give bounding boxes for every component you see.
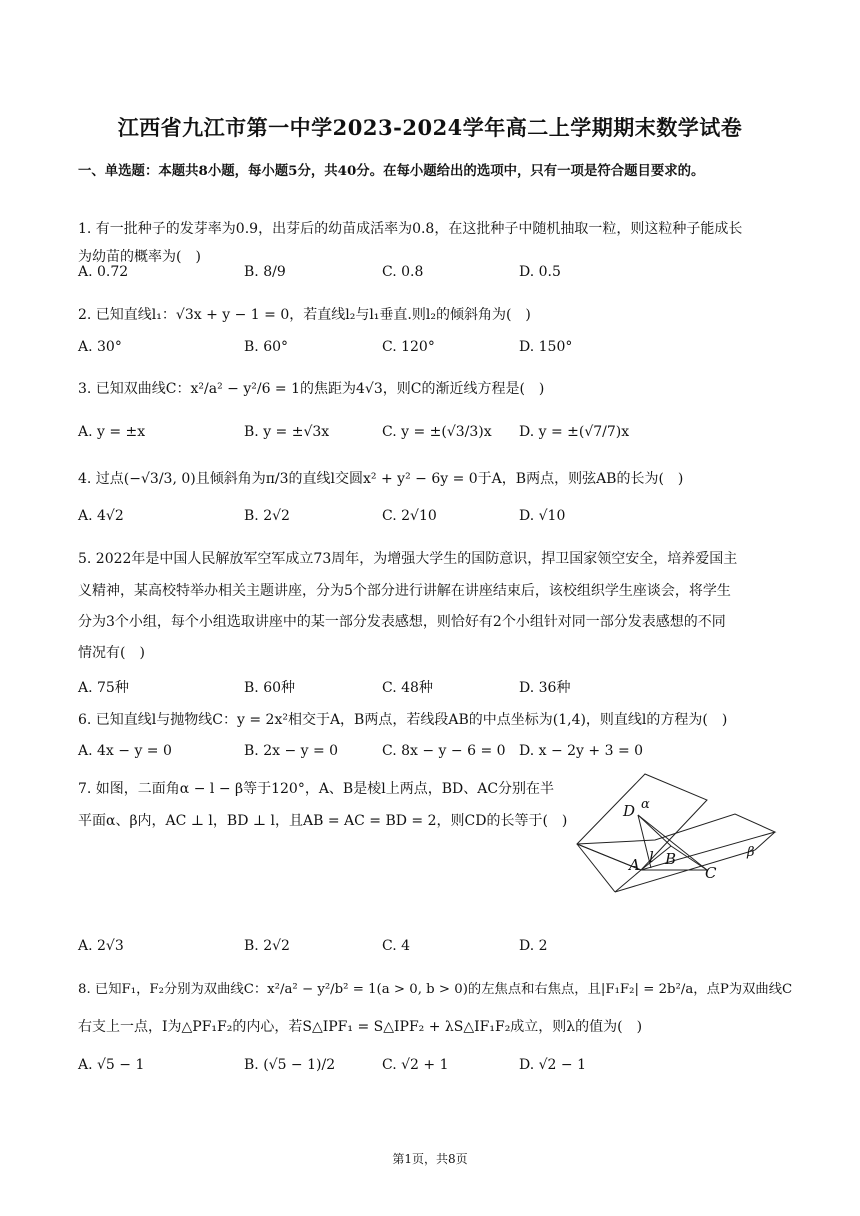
question-5-line-4: 情况有( ) <box>78 645 145 661</box>
option-d: D. √2 − 1 <box>519 1057 586 1073</box>
option-a: A. 30° <box>78 339 122 355</box>
option-b: B. 8/9 <box>244 264 286 280</box>
option-d: D. y = ±(√7/7)x <box>519 424 630 440</box>
label-l: l <box>649 848 654 866</box>
page-footer: 第1页，共8页 <box>392 1152 468 1166</box>
option-c: C. y = ±(√3/3)x <box>382 424 492 440</box>
option-c: C. 2√10 <box>382 508 437 524</box>
option-b: B. 2x − y = 0 <box>244 743 339 759</box>
option-d: D. 36种 <box>519 680 571 696</box>
option-c: C. 0.8 <box>382 264 424 280</box>
label-d: D <box>623 802 636 820</box>
option-b: B. y = ±√3x <box>244 424 330 440</box>
question-5-options <box>78 677 798 699</box>
label-alpha: α <box>641 797 650 812</box>
option-a: A. 4√2 <box>78 508 124 524</box>
question-3-line-1: 3. 已知双曲线C：x²/a² − y²/6 = 1的焦距为4√3，则C的渐近线方程是( ) <box>78 381 545 397</box>
option-c: C. 4 <box>382 938 411 954</box>
segment-bd <box>638 815 671 846</box>
label-b: B <box>665 850 677 868</box>
question-1-options <box>78 264 798 286</box>
segment-bc <box>671 846 707 870</box>
label-c: C <box>705 864 717 882</box>
question-1-line-1: 1. 有一批种子的发芽率为0.9，出芽后的幼苗成活率为0.8，在这批种子中随机抽取一粒，则这粒种子能成长 <box>78 221 743 237</box>
question-8-line-1: 8. 已知F₁，F₂分别为双曲线C：x²/a² − y²/b² = 1(a > 0, b > 0)的左焦点和右焦点，且|F₁F₂| = 2b²/a，点P为双曲线C <box>78 982 793 997</box>
option-d: D. x − 2y + 3 = 0 <box>519 743 644 759</box>
option-d: D. 2 <box>519 938 548 954</box>
option-a: A. 4x − y = 0 <box>78 743 172 759</box>
question-1-line-2: 为幼苗的概率为( ) <box>78 249 201 265</box>
page-title: 江西省九江市第一中学2023-2024学年高二上学期期末数学试卷 <box>117 115 743 140</box>
option-d: D. √10 <box>519 508 566 524</box>
question-7-line-2: 平面α、β内，AC ⊥ l，BD ⊥ l，且AB = AC = BD = 2，则CD的长等于( ) <box>78 813 568 829</box>
question-8-line-2: 右支上一点，I为△PF₁F₂的内心，若S△IPF₁ = S△IPF₂ + λS△IF₁F₂成立，则λ的值为( ) <box>78 1019 643 1035</box>
option-c: C. 120° <box>382 339 435 355</box>
question-4-options <box>78 508 798 530</box>
plane-alpha-outline <box>577 774 707 870</box>
question-4-line-1: 4. 过点(−√3/3, 0)且倾斜角为π/3的直线l交圆x² + y² − 6y = 0于A，B两点，则弦AB的长为( ) <box>78 471 684 487</box>
option-d: D. 0.5 <box>519 264 561 280</box>
option-d: D. 150° <box>519 339 573 355</box>
question-7-line-1: 7. 如图，二面角α − l − β等于120°，A、B是棱l上两点，BD、AC分别在半 <box>78 781 555 797</box>
option-b: B. 2√2 <box>244 938 290 954</box>
label-beta: β <box>747 845 755 860</box>
question-7-options <box>78 938 798 960</box>
question-5-line-1: 5. 2022年是中国人民解放军空军成立73周年，为增强大学生的国防意识，捍卫国家领空安全，培养爱国主 <box>78 551 738 567</box>
question-5-line-3: 分为3个小组，每个小组选取讲座中的某一部分发表感想，则恰好有2个小组针对同一部分发表感想的不同 <box>78 614 726 630</box>
option-c: C. 48种 <box>382 680 433 696</box>
option-b: B. 60种 <box>244 680 296 696</box>
dihedral-angle-figure <box>575 772 795 902</box>
question-2-options <box>78 339 798 361</box>
option-a: A. y = ±x <box>78 424 146 440</box>
option-b: B. (√5 − 1)/2 <box>244 1057 336 1073</box>
option-a: A. 2√3 <box>78 938 124 954</box>
option-b: B. 60° <box>244 339 289 355</box>
section-heading: 一、单选题：本题共8小题，每小题5分，共40分。在每小题给出的选项中，只有一项是符合题目要求的。 <box>78 163 705 179</box>
option-c: C. √2 + 1 <box>382 1057 449 1073</box>
option-a: A. √5 − 1 <box>78 1057 145 1073</box>
option-c: C. 8x − y − 6 = 0 <box>382 743 506 759</box>
question-5-line-2: 义精神，某高校特举办相关主题讲座，分为5个部分进行讲解在讲座结束后，该校组织学生座谈会，将学生 <box>78 583 731 599</box>
question-6-options <box>78 743 798 765</box>
label-a: A <box>629 856 640 874</box>
question-2-line-1: 2. 已知直线l₁：√3x + y − 1 = 0，若直线l₂与l₁垂直.则l₂的倾斜角为( ) <box>78 307 531 323</box>
question-6-line-1: 6. 已知直线l与抛物线C：y = 2x²相交于A，B两点，若线段AB的中点坐标为(1,4)，则直线l的方程为( ) <box>78 712 728 728</box>
question-3-options <box>78 424 798 446</box>
option-a: A. 75种 <box>78 680 129 696</box>
option-a: A. 0.72 <box>78 264 129 280</box>
question-8-options <box>78 1057 798 1079</box>
option-b: B. 2√2 <box>244 508 290 524</box>
